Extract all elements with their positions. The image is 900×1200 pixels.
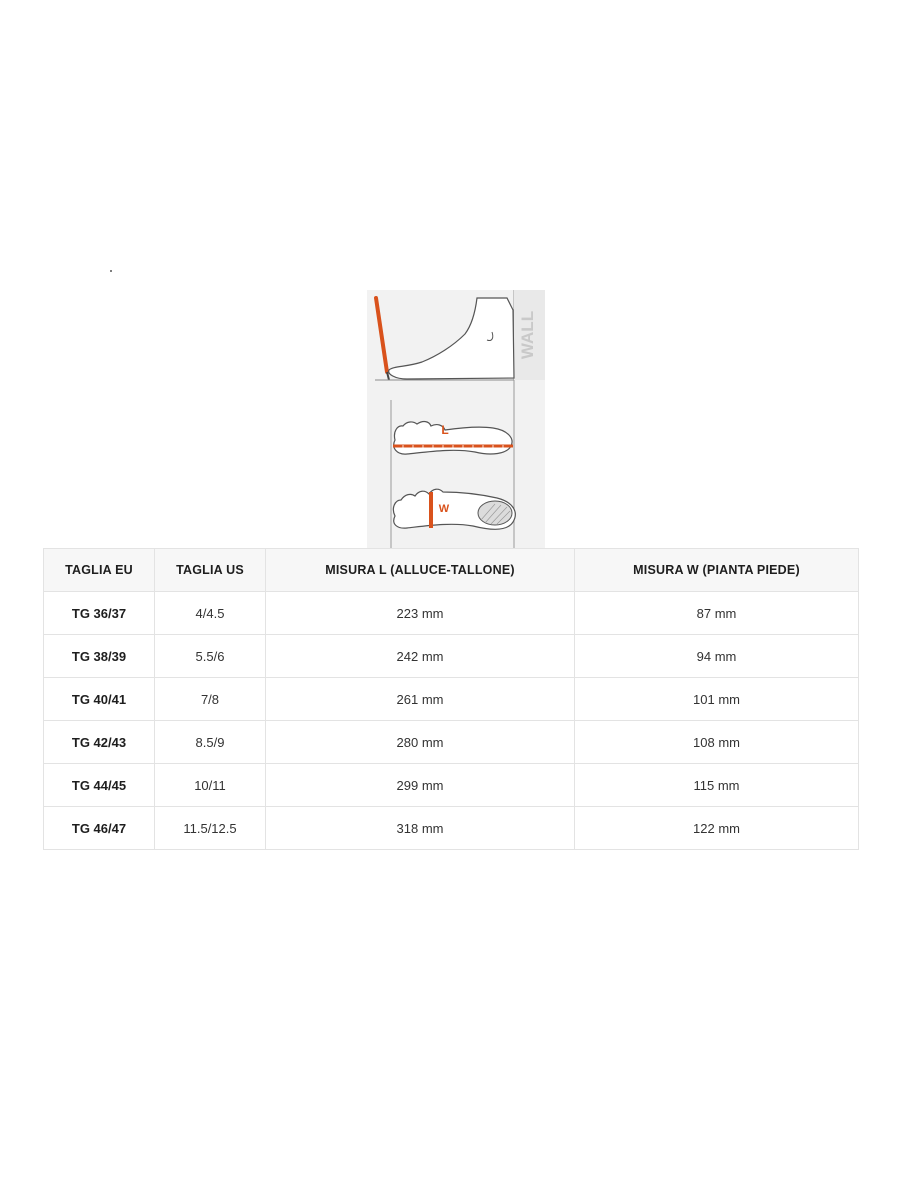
cell-width: 122 mm xyxy=(575,807,859,850)
cell-width: 115 mm xyxy=(575,764,859,807)
header-width: MISURA W (PIANTA PIEDE) xyxy=(575,549,859,592)
cell-length: 299 mm xyxy=(266,764,575,807)
wall-label: WALL xyxy=(518,310,537,360)
cell-us-size: 5.5/6 xyxy=(155,635,266,678)
width-ruler xyxy=(429,492,433,528)
table-row xyxy=(44,592,859,635)
header-length: MISURA L (ALLUCE-TALLONE) xyxy=(266,549,575,592)
cell-width: 87 mm xyxy=(575,592,859,635)
footprint-length-icon xyxy=(394,422,512,455)
table-row xyxy=(44,764,859,807)
cell-eu-size: TG 44/45 xyxy=(44,764,155,807)
header-eu-size: TAGLIA EU xyxy=(44,549,155,592)
cell-width: 94 mm xyxy=(575,635,859,678)
cell-eu-size: TG 38/39 xyxy=(44,635,155,678)
cell-width: 108 mm xyxy=(575,721,859,764)
heel-pad-icon xyxy=(478,501,512,525)
cell-eu-size: TG 42/43 xyxy=(44,721,155,764)
table-row xyxy=(44,721,859,764)
cell-us-size: 11.5/12.5 xyxy=(155,807,266,850)
cell-length: 242 mm xyxy=(266,635,575,678)
cell-us-size: 10/11 xyxy=(155,764,266,807)
cell-eu-size: TG 46/47 xyxy=(44,807,155,850)
size-chart-table xyxy=(43,548,859,850)
cell-eu-size: TG 40/41 xyxy=(44,678,155,721)
cell-length: 261 mm xyxy=(266,678,575,721)
side-foot-icon xyxy=(389,298,514,379)
cell-length: 318 mm xyxy=(266,807,575,850)
cell-us-size: 4/4.5 xyxy=(155,592,266,635)
foot-measurement-illustration xyxy=(367,290,545,548)
table-header-row xyxy=(44,549,859,592)
cell-us-size: 7/8 xyxy=(155,678,266,721)
pencil-icon xyxy=(376,298,389,380)
table-row xyxy=(44,807,859,850)
table-row xyxy=(44,678,859,721)
length-label: L xyxy=(441,423,449,437)
width-label: W xyxy=(438,503,450,515)
cell-eu-size: TG 36/37 xyxy=(44,592,155,635)
header-us-size: TAGLIA US xyxy=(155,549,266,592)
cell-length: 223 mm xyxy=(266,592,575,635)
table-row xyxy=(44,635,859,678)
stray-dot xyxy=(110,270,112,272)
cell-us-size: 8.5/9 xyxy=(155,721,266,764)
foot-measurement-diagram xyxy=(367,290,545,548)
cell-length: 280 mm xyxy=(266,721,575,764)
cell-width: 101 mm xyxy=(575,678,859,721)
